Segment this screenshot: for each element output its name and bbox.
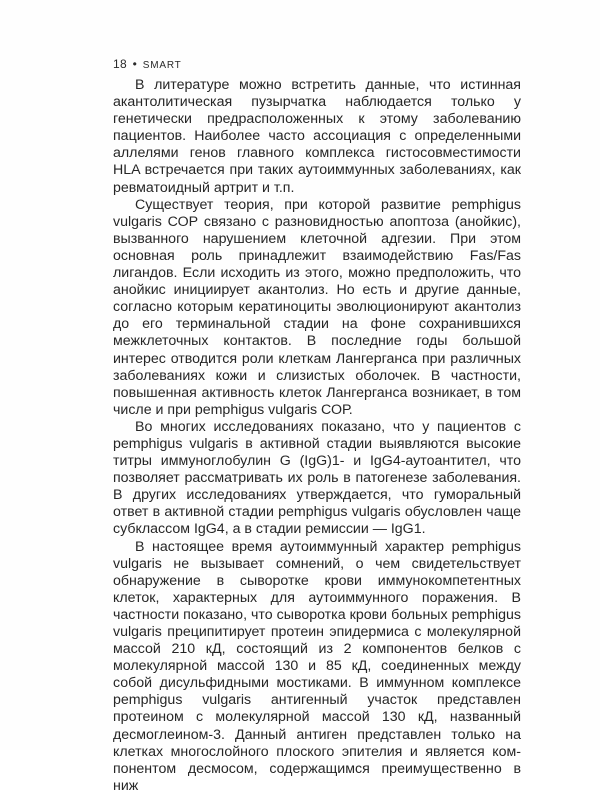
paragraph-3: Во многих исследованиях показано, что у пациентов с pemphigus vulgaris в активной стадии выявляются высокие титры иммуноглобулин G (IgG)1- и IgG4-аутоантител, что позволяет рассматривать их роль в патогенезе заболевания. В других исследованиях утверждается, что гуморальный ответ в активной стадии pemphigus vulgaris обусловлен чаще субклассом IgG4, а в стадии ремиссии — IgG1. bbox=[113, 418, 521, 538]
paragraph-2: Существует теория, при которой развитие pemphigus vulgaris СОР связано с разновидностью апоптоза (анойкис), вызванного нарушением клеточной адгезии. При этом основная роль принадлежит взаимодействию Fas/Fas лигандов. Если исходить из этого, можно предположить, что анойкис инициирует акантолиз. Но есть и другие данные, согласно которым кератиноциты эволюционируют акантолиз до его терминальной стадии на фоне сохранившихся межклеточных контактов. В последние годы большой интерес отводится роли клеткам Лангерганса при различных заболеваниях кожи и слизистых оболочек. В частности, повышенная активность клеток Лангерганса возникает, в том числе и при pemphigus vulgaris СОР. bbox=[113, 196, 521, 418]
body-text bbox=[113, 77, 521, 795]
series-brand: SMART bbox=[142, 60, 182, 71]
paragraph-4: В настоящее время аутоиммунный характер pemphigus vulgaris не вызывает сомнений, о чем свидетельствует обнаружение в сыворотке крови иммунокомпетентных клеток, характерных для аутоиммунного поражения. В частности показано, что сыворотка крови больных pemphigus vulgaris преципитирует протеин эпидермиса с молекулярной массой 210 кД, состоящий из 2 компонентов белков с молекулярной массой 130 и 85 кД, соединенных между собой дисульфидными мостиками. В иммунном комплексе pemphigus vulgaris антигенный участок представлен протеином с молекулярной массой 130 кД, названный десмоглеином-3. Данный антиген представлен только на клетках многослойного плоского эпителия и является компонентом десмосом, содержащимся преимущественно в ниж bbox=[113, 538, 521, 794]
running-head bbox=[113, 57, 182, 71]
paragraph-1: В литературе можно встретить данные, что истинная акантолитическая пузырчатка наблюдается только у генетически предрасположенных к этому заболеванию пациентов. Наиболее часто ассоциация с определенными аллелями генов главного комплекса гистосовместимости HLA встречается при таких аутоиммунных заболеваниях, как ревматоидный артрит и т.п. bbox=[113, 77, 521, 196]
page-number: 18 bbox=[113, 57, 127, 71]
header-separator: • bbox=[132, 57, 138, 71]
